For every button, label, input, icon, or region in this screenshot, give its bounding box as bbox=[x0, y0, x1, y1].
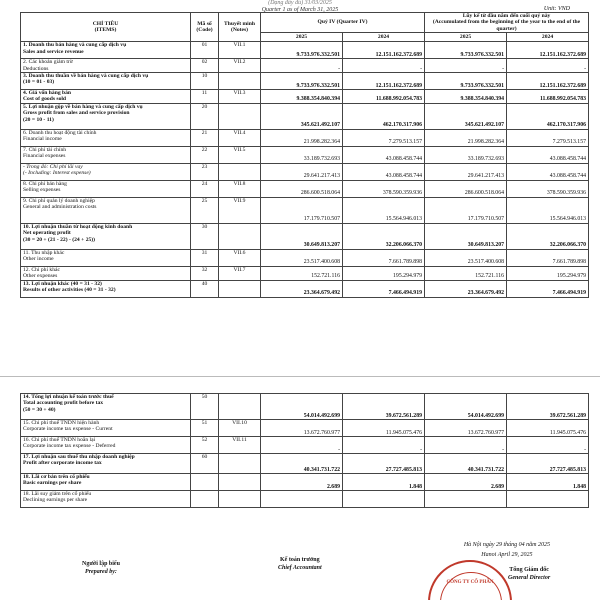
table-row bbox=[21, 42, 589, 59]
row-note: VII.10 bbox=[219, 420, 261, 437]
table-row bbox=[21, 249, 589, 266]
row-item-en: Net operating profit bbox=[23, 230, 71, 237]
row-quarter-2024: 7.661.789.898 bbox=[343, 249, 425, 266]
page-break bbox=[0, 376, 600, 392]
table-row bbox=[21, 180, 589, 197]
row-code: 21 bbox=[191, 129, 219, 146]
row-quarter-2025: 21.998.282.364 bbox=[261, 129, 343, 146]
row-accum-2025: 40.341.731.722 bbox=[425, 454, 507, 474]
row-code: 40 bbox=[191, 280, 219, 297]
row-accum-2025: 23.517.400.608 bbox=[425, 249, 507, 266]
row-item bbox=[21, 266, 191, 280]
row-quarter-2025: 30.649.813.207 bbox=[261, 223, 343, 249]
row-item-en: Sales and service revenue bbox=[23, 48, 84, 55]
row-note: VII.2 bbox=[219, 59, 261, 73]
row-quarter-2025: 29.641.217.413 bbox=[261, 163, 343, 180]
table-row bbox=[21, 280, 589, 297]
row-note bbox=[219, 280, 261, 297]
row-quarter-2024: 32.206.066.370 bbox=[343, 223, 425, 249]
row-item-vn: 6. Doanh thu hoạt động tài chính bbox=[23, 129, 97, 136]
table-row bbox=[21, 474, 589, 491]
table-row bbox=[21, 394, 589, 420]
row-accum-2025: 9.733.976.332.501 bbox=[425, 42, 507, 59]
row-accum-2024: 11.688.992.054.783 bbox=[507, 90, 589, 104]
row-item bbox=[21, 90, 191, 104]
row-item bbox=[21, 197, 191, 223]
row-quarter-2025 bbox=[261, 491, 343, 508]
row-quarter-2025: 33.189.732.693 bbox=[261, 146, 343, 163]
row-accum-2025: 2.689 bbox=[425, 474, 507, 491]
accountant-en: Chief Accountant bbox=[278, 565, 322, 571]
row-item-en: Cost of goods sold bbox=[23, 96, 67, 103]
row-quarter-2024: 43.088.458.744 bbox=[343, 163, 425, 180]
row-code: 11 bbox=[191, 90, 219, 104]
row-item bbox=[21, 42, 191, 59]
row-item-vn: 16. Chi phí thuế TNDN hoãn lại bbox=[23, 437, 96, 443]
table-row bbox=[21, 163, 589, 180]
col-header-items: CHỈ TIÊU (ITEMS) bbox=[21, 13, 191, 42]
row-code: 10 bbox=[191, 73, 219, 90]
row-item-vn: 15. Chi phí thuế TNDN hiện hành bbox=[23, 420, 100, 426]
preparer-en: Prepared by: bbox=[85, 569, 117, 575]
signing-date bbox=[464, 540, 550, 560]
row-item-en: Deductions bbox=[23, 65, 49, 72]
row-item bbox=[21, 103, 191, 129]
signature-director bbox=[508, 566, 550, 582]
row-item-en: Declining earnings per share bbox=[23, 497, 88, 504]
row-item-en: General and administration costs bbox=[23, 204, 97, 211]
signature-accountant bbox=[278, 556, 322, 572]
row-accum-2025: 21.998.282.364 bbox=[425, 129, 507, 146]
preparer-vn: Người lập biểu bbox=[82, 561, 120, 567]
row-accum-2024: - bbox=[507, 437, 589, 454]
col-header-a2024: 2024 bbox=[507, 33, 589, 42]
row-quarter-2025: 286.600.518.064 bbox=[261, 180, 343, 197]
table-row bbox=[21, 103, 589, 129]
row-quarter-2025: 23.517.400.608 bbox=[261, 249, 343, 266]
row-code: 31 bbox=[191, 249, 219, 266]
date-vn: Hà Nội ngày 29 tháng 04 năm 2025 bbox=[463, 542, 550, 548]
row-accum-2025: 33.189.732.693 bbox=[425, 146, 507, 163]
row-accum-2025: 17.179.710.507 bbox=[425, 197, 507, 223]
row-code: 51 bbox=[191, 420, 219, 437]
row-accum-2025: 13.672.760.977 bbox=[425, 420, 507, 437]
row-code: 52 bbox=[191, 437, 219, 454]
row-item-vn: 1. Doanh thu bán hàng và cung cấp dịch vụ bbox=[23, 42, 127, 49]
row-code: 50 bbox=[191, 394, 219, 420]
row-item-en: Total accounting profit before tax bbox=[23, 400, 104, 407]
row-item-vn: 13. Lợi nhuận khác (40 = 31 - 32) bbox=[23, 280, 102, 287]
row-accum-2025: - bbox=[425, 59, 507, 73]
table-row bbox=[21, 197, 589, 223]
row-item bbox=[21, 394, 191, 420]
row-quarter-2024: 12.151.162.372.689 bbox=[343, 42, 425, 59]
row-item-formula: (20 = 10 - 11) bbox=[23, 116, 54, 123]
row-item bbox=[21, 223, 191, 249]
row-accum-2025: - bbox=[425, 437, 507, 454]
row-item-en: Results of other activities (40 = 31 - 32) bbox=[23, 287, 116, 294]
row-item-vn: 10. Lợi nhuận thuần từ hoạt động kinh doanh bbox=[23, 223, 133, 230]
col-header-code: Mã số (Code) bbox=[191, 13, 219, 42]
row-item bbox=[21, 146, 191, 163]
row-quarter-2025: 9.733.976.332.501 bbox=[261, 73, 343, 90]
table-row bbox=[21, 223, 589, 249]
director-vn: Tổng Giám đốc bbox=[509, 567, 549, 573]
table-row bbox=[21, 73, 589, 90]
row-quarter-2024: 11.945.075.476 bbox=[343, 420, 425, 437]
signature-preparer bbox=[82, 560, 120, 576]
director-en: General Director bbox=[508, 575, 551, 581]
row-code: 20 bbox=[191, 103, 219, 129]
row-quarter-2024: 11.688.992.054.783 bbox=[343, 90, 425, 104]
row-item bbox=[21, 59, 191, 73]
row-item-vn: 18. Lãi suy giảm trên cổ phiếu bbox=[23, 491, 92, 497]
row-code: 24 bbox=[191, 180, 219, 197]
row-item-en: Selling expenses bbox=[23, 187, 61, 194]
row-item-vn: 14. Tổng lợi nhuận kế toán trước thuế bbox=[23, 394, 114, 400]
row-quarter-2024: 7.279.513.157 bbox=[343, 129, 425, 146]
row-note: VII.7 bbox=[219, 266, 261, 280]
table-row bbox=[21, 59, 589, 73]
income-statement-table-part1 bbox=[20, 12, 589, 298]
row-quarter-2024: 7.466.494.919 bbox=[343, 280, 425, 297]
row-note: VII.5 bbox=[219, 146, 261, 163]
row-item bbox=[21, 180, 191, 197]
row-code: 01 bbox=[191, 42, 219, 59]
row-quarter-2024: 15.564.946.013 bbox=[343, 197, 425, 223]
row-accum-2025: 54.014.492.699 bbox=[425, 394, 507, 420]
row-accum-2024: 195.294.979 bbox=[507, 266, 589, 280]
row-item-en: Financial income bbox=[23, 136, 62, 143]
date-en: Hanoi April 29, 2025 bbox=[481, 552, 533, 558]
row-note: VII.6 bbox=[219, 249, 261, 266]
row-item bbox=[21, 454, 191, 474]
table-row bbox=[21, 420, 589, 437]
row-accum-2024: 32.206.066.370 bbox=[507, 223, 589, 249]
row-accum-2024: 7.661.789.898 bbox=[507, 249, 589, 266]
table-row bbox=[21, 266, 589, 280]
row-item-vn: 9. Chi phí quản lý doanh nghiệp bbox=[23, 197, 95, 204]
row-quarter-2024: 43.088.458.744 bbox=[343, 146, 425, 163]
row-accum-2025: 23.364.679.492 bbox=[425, 280, 507, 297]
row-item-en: Basic earnings per share bbox=[23, 480, 82, 487]
row-item-en: Financial expenses bbox=[23, 153, 66, 160]
row-quarter-2025: 9.388.354.840.394 bbox=[261, 90, 343, 104]
company-stamp bbox=[428, 560, 512, 600]
row-item bbox=[21, 280, 191, 297]
row-accum-2025 bbox=[425, 491, 507, 508]
stamp-text: CÔNG TY CỔ PHẦN bbox=[446, 580, 494, 585]
row-accum-2024: 378.590.359.936 bbox=[507, 180, 589, 197]
row-item bbox=[21, 163, 191, 180]
row-item-vn: 18. Lãi cơ bản trên cổ phiếu bbox=[23, 474, 90, 480]
row-item bbox=[21, 420, 191, 437]
row-accum-2025: 286.600.518.064 bbox=[425, 180, 507, 197]
row-quarter-2025: 17.179.710.507 bbox=[261, 197, 343, 223]
row-accum-2024: 462.170.317.906 bbox=[507, 103, 589, 129]
row-note: VII.8 bbox=[219, 180, 261, 197]
row-quarter-2025: - bbox=[261, 437, 343, 454]
row-item-formula: (30 = 20 + (21 - 22) - (24 + 25)) bbox=[23, 236, 96, 243]
row-quarter-2025: 13.672.760.977 bbox=[261, 420, 343, 437]
row-code bbox=[191, 474, 219, 491]
row-accum-2025: 345.621.492.107 bbox=[425, 103, 507, 129]
header-line1: (Dạng đầy đủ) 31/03/2025 bbox=[268, 0, 332, 6]
row-accum-2025: 29.641.217.413 bbox=[425, 163, 507, 180]
row-item bbox=[21, 249, 191, 266]
row-accum-2025: 9.388.354.840.394 bbox=[425, 90, 507, 104]
col-header-q2024: 2024 bbox=[343, 33, 425, 42]
table-row bbox=[21, 437, 589, 454]
row-accum-2024 bbox=[507, 491, 589, 508]
row-item-en: Corporate income tax expense - Deferred bbox=[23, 443, 116, 450]
row-accum-2024: 12.151.162.372.689 bbox=[507, 42, 589, 59]
row-accum-2024: 15.564.946.013 bbox=[507, 197, 589, 223]
row-code: 30 bbox=[191, 223, 219, 249]
unit-label: Unit: VND bbox=[543, 6, 570, 12]
row-quarter-2024: 1.848 bbox=[343, 474, 425, 491]
row-code bbox=[191, 491, 219, 508]
header-line2: Quarter 1 as of March 31, 2025 bbox=[261, 7, 339, 13]
row-quarter-2025: 345.621.492.107 bbox=[261, 103, 343, 129]
row-quarter-2024: 378.590.359.936 bbox=[343, 180, 425, 197]
col-header-notes: Thuyết minh (Notes) bbox=[219, 13, 261, 42]
col-header-accumulated: Lũy kế từ đầu năm đến cuối quý này (Accumulated from the beginning of the year to the end of the quarter) bbox=[425, 13, 589, 33]
table-row bbox=[21, 491, 589, 508]
row-item bbox=[21, 129, 191, 146]
income-statement-table-part2 bbox=[20, 393, 589, 508]
table-row bbox=[21, 129, 589, 146]
row-accum-2024: 27.727.485.813 bbox=[507, 454, 589, 474]
row-item-vn: - Trong đó: Chi phí lãi vay bbox=[23, 163, 83, 170]
row-accum-2024: - bbox=[507, 59, 589, 73]
row-item-en: Gross profit from sales and service provision bbox=[23, 110, 130, 117]
row-item-en: Other expenses bbox=[23, 273, 58, 280]
row-item-vn: 8. Chi phí bán hàng bbox=[23, 180, 67, 187]
row-quarter-2025: 9.733.976.332.501 bbox=[261, 42, 343, 59]
col-header-a2025: 2025 bbox=[425, 33, 507, 42]
row-item-vn: 11. Thu nhập khác bbox=[23, 249, 65, 256]
row-item bbox=[21, 474, 191, 491]
col-header-q2025: 2025 bbox=[261, 33, 343, 42]
row-quarter-2024: 12.151.162.372.689 bbox=[343, 73, 425, 90]
row-quarter-2024: 195.294.979 bbox=[343, 266, 425, 280]
row-note bbox=[219, 223, 261, 249]
row-item bbox=[21, 73, 191, 90]
row-quarter-2025: 40.341.731.722 bbox=[261, 454, 343, 474]
row-note bbox=[219, 491, 261, 508]
row-item-en: (- Including: Interest expense) bbox=[23, 170, 91, 177]
row-item-vn: 4. Giá vốn hàng bán bbox=[23, 90, 72, 97]
row-accum-2024: 12.151.162.372.689 bbox=[507, 73, 589, 90]
accountant-vn: Kế toán trưởng bbox=[280, 557, 320, 563]
row-item-vn: 12. Chi phí khác bbox=[23, 266, 60, 273]
row-accum-2024: 39.672.561.289 bbox=[507, 394, 589, 420]
row-accum-2024: 1.848 bbox=[507, 474, 589, 491]
row-note bbox=[219, 163, 261, 180]
row-note: VII.3 bbox=[219, 90, 261, 104]
row-quarter-2025: - bbox=[261, 59, 343, 73]
row-quarter-2025: 54.014.492.699 bbox=[261, 394, 343, 420]
row-quarter-2025: 2.689 bbox=[261, 474, 343, 491]
row-code: 32 bbox=[191, 266, 219, 280]
row-item-vn: 7. Chi phí tài chính bbox=[23, 146, 67, 153]
row-code: 23 bbox=[191, 163, 219, 180]
row-quarter-2024: 27.727.485.813 bbox=[343, 454, 425, 474]
row-note bbox=[219, 73, 261, 90]
row-note bbox=[219, 454, 261, 474]
row-note bbox=[219, 474, 261, 491]
row-quarter-2024: 39.672.561.289 bbox=[343, 394, 425, 420]
row-item-en: Profit after corporate income tax bbox=[23, 460, 102, 467]
row-accum-2025: 30.649.813.207 bbox=[425, 223, 507, 249]
row-accum-2024: 11.945.075.476 bbox=[507, 420, 589, 437]
row-item bbox=[21, 491, 191, 508]
col-header-quarter: Quý IV (Quarter IV) bbox=[261, 13, 425, 33]
row-item-vn: 5. Lợi nhuận gộp về bán hàng và cung cấp dịch vụ bbox=[23, 103, 143, 110]
row-note: VII.9 bbox=[219, 197, 261, 223]
row-note bbox=[219, 103, 261, 129]
row-code: 25 bbox=[191, 197, 219, 223]
row-accum-2024: 7.279.513.157 bbox=[507, 129, 589, 146]
row-item-en: Other income bbox=[23, 256, 54, 263]
row-quarter-2024: - bbox=[343, 59, 425, 73]
row-accum-2024: 43.088.458.744 bbox=[507, 146, 589, 163]
row-item bbox=[21, 437, 191, 454]
row-quarter-2024: 462.170.317.906 bbox=[343, 103, 425, 129]
row-accum-2025: 9.733.976.332.501 bbox=[425, 73, 507, 90]
row-quarter-2025: 152.721.116 bbox=[261, 266, 343, 280]
row-item-vn: 2. Các khoản giảm trừ bbox=[23, 59, 73, 66]
row-quarter-2024 bbox=[343, 491, 425, 508]
row-note bbox=[219, 394, 261, 420]
row-item-formula: (50 = 30 + 40) bbox=[23, 406, 56, 413]
row-item-en: (10 = 01 - 03) bbox=[23, 79, 55, 86]
row-accum-2025: 152.721.116 bbox=[425, 266, 507, 280]
row-code: 60 bbox=[191, 454, 219, 474]
row-quarter-2025: 23.364.679.492 bbox=[261, 280, 343, 297]
row-code: 22 bbox=[191, 146, 219, 163]
row-item-vn: 17. Lợi nhuận sau thuế thu nhập doanh nghiệp bbox=[23, 454, 135, 460]
row-note: VII.4 bbox=[219, 129, 261, 146]
row-note: VII.11 bbox=[219, 437, 261, 454]
row-quarter-2024: - bbox=[343, 437, 425, 454]
row-code: 02 bbox=[191, 59, 219, 73]
row-item-vn: 3. Doanh thu thuần về bán hàng và cung cấp dịch vụ bbox=[23, 73, 149, 80]
table-row bbox=[21, 454, 589, 474]
table-row bbox=[21, 146, 589, 163]
table-row bbox=[21, 90, 589, 104]
row-accum-2024: 7.466.494.919 bbox=[507, 280, 589, 297]
row-note: VII.1 bbox=[219, 42, 261, 59]
row-accum-2024: 43.088.458.744 bbox=[507, 163, 589, 180]
row-item-en: Corporate income tax expense - Current bbox=[23, 426, 113, 433]
